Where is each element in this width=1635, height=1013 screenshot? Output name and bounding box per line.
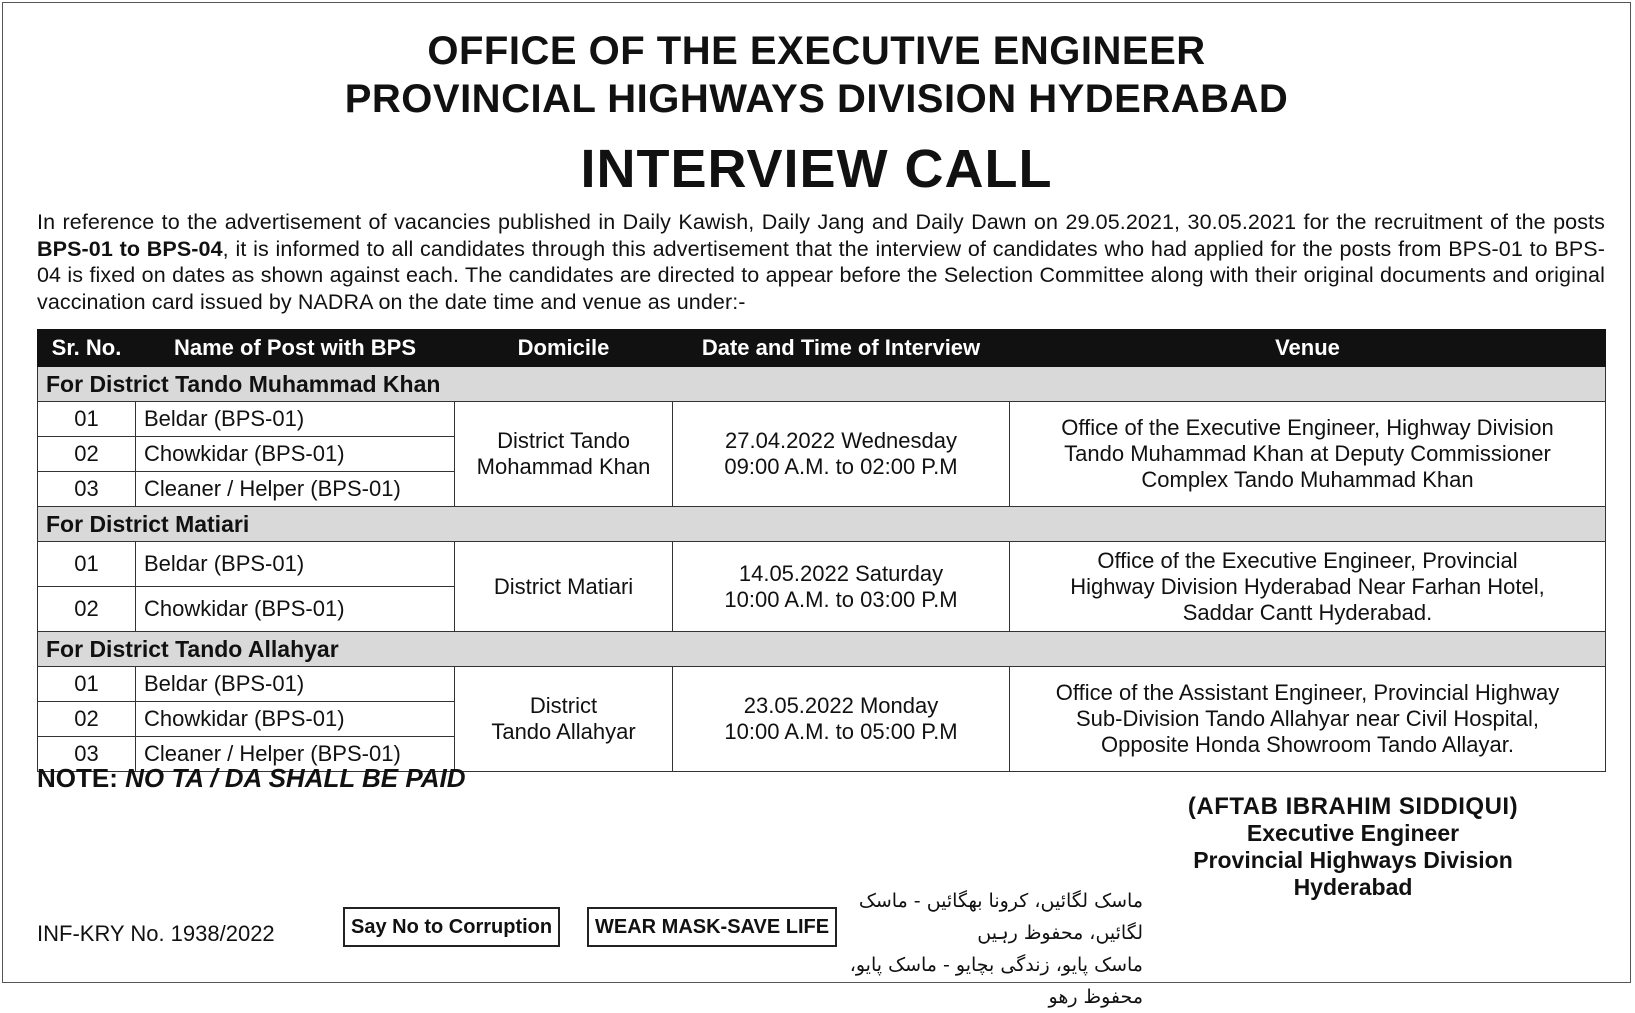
- signatory-designation: Executive Engineer: [1246, 820, 1460, 846]
- date-time-cell: [673, 667, 1010, 772]
- interview-time: 10:00 A.M. to 05:00 P.M: [724, 719, 958, 744]
- sr-cell: 02: [38, 437, 136, 472]
- interview-date: 23.05.2022 Monday: [743, 693, 939, 718]
- table-row: [38, 402, 1606, 437]
- intro-bold-posts: BPS-01 to BPS-04: [37, 236, 223, 261]
- domicile-line: District: [529, 693, 598, 718]
- note-text: NO TA / DA SHALL BE PAID: [125, 763, 466, 793]
- venue-cell: [1010, 402, 1606, 507]
- venue-line: Office of the Assistant Engineer, Provincial Highway: [1055, 680, 1560, 705]
- intro-paragraph: [37, 209, 1605, 315]
- signatory-city: Hyderabad: [1293, 874, 1413, 900]
- sr-cell: 01: [38, 402, 136, 437]
- interview-time: 10:00 A.M. to 03:00 P.M: [724, 586, 958, 612]
- date-time-cell: [673, 542, 1010, 632]
- interview-date: 27.04.2022 Wednesday: [725, 428, 957, 453]
- domicile-line: Tando Allahyar: [491, 719, 636, 744]
- division-title: PROVINCIAL HIGHWAYS DIVISION HYDERABAD: [344, 77, 1289, 121]
- venue-line: Office of the Executive Engineer, Provincial: [1097, 547, 1518, 573]
- venue-line: Office of the Executive Engineer, Highway Division: [1061, 415, 1554, 440]
- interview-date: 14.05.2022 Saturday: [738, 560, 944, 586]
- post-cell: Beldar (BPS-01): [136, 542, 455, 587]
- sr-cell: 03: [38, 737, 136, 772]
- header-sr-no: Sr. No.: [38, 330, 136, 367]
- domicile-line: District Matiari: [493, 573, 634, 599]
- signatory-name: (AFTAB IBRAHIM SIDDIQUI): [1187, 793, 1519, 820]
- interview-schedule-table: [37, 329, 1606, 772]
- header-date-time: Date and Time of Interview: [673, 330, 1010, 367]
- post-cell: Cleaner / Helper (BPS-01): [136, 737, 455, 772]
- sr-cell: 02: [38, 587, 136, 632]
- table-header-row: [38, 330, 1606, 367]
- domicile-cell: [455, 402, 673, 507]
- header-domicile: Domicile: [455, 330, 673, 367]
- note: [37, 763, 466, 794]
- document-page: [2, 2, 1631, 1008]
- section-row: [38, 632, 1606, 667]
- notice-heading: INTERVIEW CALL: [580, 139, 1053, 199]
- post-cell: Chowkidar (BPS-01): [136, 587, 455, 632]
- venue-line: Opposite Honda Showroom Tando Allayar.: [1101, 732, 1514, 757]
- urdu-slogan: [843, 885, 1143, 1013]
- venue-line: Tando Muhammad Khan at Deputy Commissioner: [1064, 441, 1551, 466]
- urdu-line: ماسک لگائیں، کرونا بھگائیں - ماسک لگائیں، محفوظ رہیں: [858, 890, 1143, 944]
- section-row: [38, 507, 1606, 542]
- post-cell: Cleaner / Helper (BPS-01): [136, 472, 455, 507]
- section-title: For District Matiari: [38, 507, 1606, 542]
- anti-corruption-badge: Say No to Corruption: [343, 907, 560, 947]
- header-venue: Venue: [1010, 330, 1606, 367]
- domicile-line: Mohammad Khan: [476, 454, 651, 479]
- section-title: For District Tando Allahyar: [38, 632, 1606, 667]
- post-cell: Beldar (BPS-01): [136, 667, 455, 702]
- signatory-office: Provincial Highways Division: [1193, 847, 1513, 873]
- sr-cell: 02: [38, 702, 136, 737]
- signature-block: [1113, 793, 1593, 901]
- mask-badge: WEAR MASK-SAVE LIFE: [587, 907, 837, 947]
- venue-line: Highway Division Hyderabad Near Farhan Hotel,: [1070, 573, 1545, 599]
- sr-cell: 01: [38, 667, 136, 702]
- venue-cell: [1010, 667, 1606, 772]
- inf-number: INF-KRY No. 1938/2022: [37, 921, 275, 946]
- post-cell: Chowkidar (BPS-01): [136, 437, 455, 472]
- venue-line: Saddar Cantt Hyderabad.: [1182, 599, 1433, 625]
- domicile-line: District Tando: [497, 428, 630, 453]
- venue-cell: [1010, 542, 1606, 632]
- post-cell: Beldar (BPS-01): [136, 402, 455, 437]
- table-row: [38, 667, 1606, 702]
- venue-line: Complex Tando Muhammad Khan: [1141, 467, 1474, 492]
- note-label: NOTE:: [37, 763, 118, 793]
- header-post: Name of Post with BPS: [136, 330, 455, 367]
- intro-text-1: In reference to the advertisement of vacancies published in Daily Kawish, Daily Jang and Daily Dawn on 29.05.2021, 30.05.2021 for the recruitment of the posts: [37, 210, 1605, 234]
- table-row: [38, 542, 1606, 587]
- section-title: For District Tando Muhammad Khan: [38, 367, 1606, 402]
- venue-line: Sub-Division Tando Allahyar near Civil Hospital,: [1075, 706, 1540, 731]
- post-cell: Chowkidar (BPS-01): [136, 702, 455, 737]
- date-time-cell: [673, 402, 1010, 507]
- sr-cell: 03: [38, 472, 136, 507]
- urdu-line: ماسک پایو، زندگی بچایو - ماسک پایو، محفوظ رهو: [849, 954, 1143, 1008]
- section-row: [38, 367, 1606, 402]
- interview-time: 09:00 A.M. to 02:00 P.M: [724, 454, 958, 479]
- domicile-cell: [455, 667, 673, 772]
- intro-text-2: , it is informed to all candidates through this advertisement that the interview of candidates who had applied for the posts from BPS-01 to BPS-04 is fixed on dates as shown against each. The candidates are directed to appear before the Selection Committee along with their original documents and original vaccination card issued by NADRA on the date time and venue as under:-: [37, 236, 1605, 314]
- sr-cell: 01: [38, 542, 136, 587]
- domicile-cell: [455, 542, 673, 632]
- office-title: OFFICE OF THE EXECUTIVE ENGINEER: [427, 29, 1206, 73]
